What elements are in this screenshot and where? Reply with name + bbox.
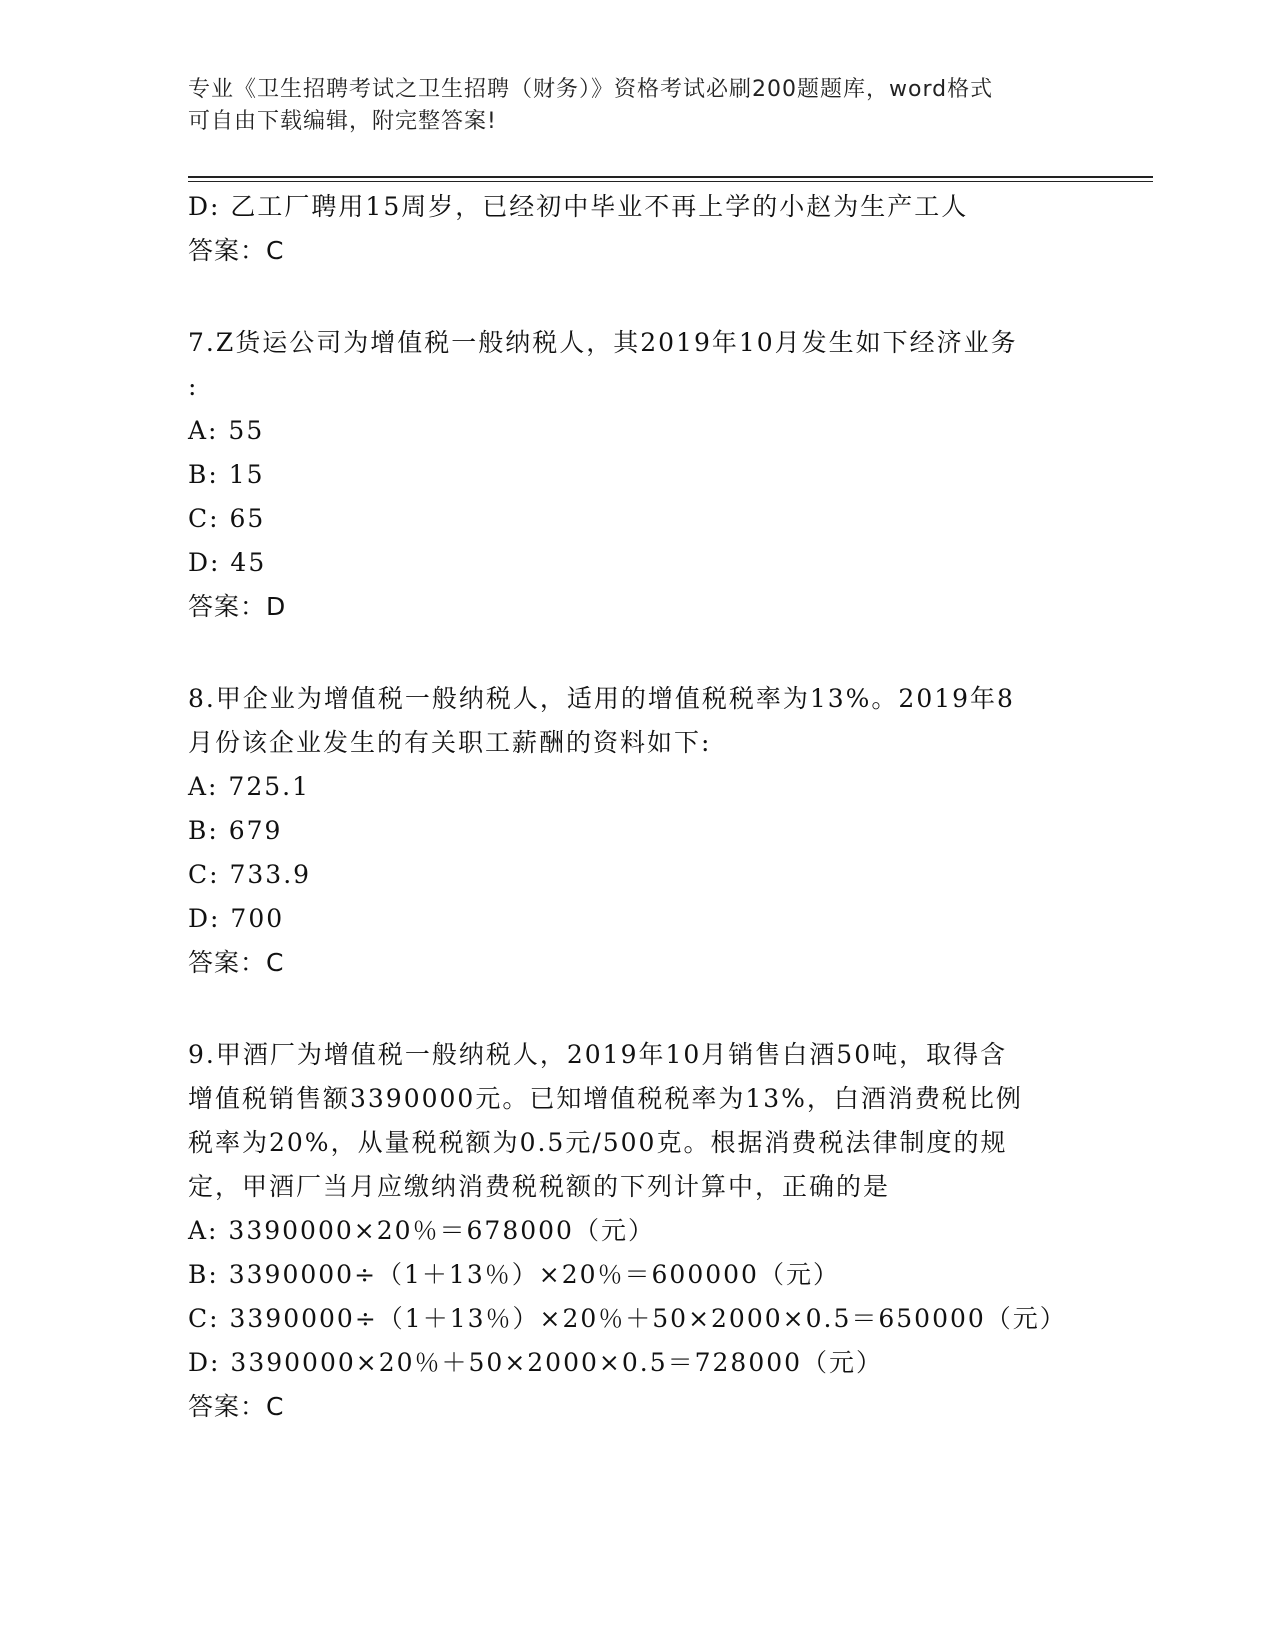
q7-option-a: A: 55 bbox=[188, 416, 265, 445]
q8-stem-line-1: 8.甲企业为增值税一般纳税人，适用的增值税税率为13%。2019年8 bbox=[188, 684, 1015, 713]
q8-stem-line-2: 月份该企业发生的有关职工薪酬的资料如下: bbox=[188, 728, 712, 757]
q7-stem-line-2: : bbox=[188, 372, 199, 401]
q6-option-d: D: 乙工厂聘用15周岁，已经初中毕业不再上学的小赵为生产工人 bbox=[188, 192, 969, 221]
q9-stem-line-4: 定，甲酒厂当月应缴纳消费税税额的下列计算中，正确的是 bbox=[188, 1172, 891, 1201]
q9-option-d: D: 3390000×20％＋50×2000×0.5＝728000（元） bbox=[188, 1348, 884, 1377]
q7-stem-line-1: 7.Z货运公司为增值税一般纳税人，其2019年10月发生如下经济业务 bbox=[188, 328, 1018, 357]
q9-answer: 答案：C bbox=[188, 1392, 285, 1421]
q7-option-c: C: 65 bbox=[188, 504, 266, 533]
header-divider-thick bbox=[188, 176, 1153, 178]
q9-stem-line-3: 税率为20%，从量税税额为0.5元/500克。根据消费税法律制度的规 bbox=[188, 1128, 1008, 1157]
q8-option-c: C: 733.9 bbox=[188, 860, 312, 889]
header-divider-thin bbox=[188, 181, 1153, 182]
header-line-2: 可自由下载编辑，附完整答案! bbox=[188, 109, 497, 134]
document-header bbox=[188, 74, 1088, 138]
q9-stem-line-1: 9.甲酒厂为增值税一般纳税人，2019年10月销售白酒50吨，取得含 bbox=[188, 1040, 1008, 1069]
q8-option-d: D: 700 bbox=[188, 904, 285, 933]
q7-answer: 答案：D bbox=[188, 592, 287, 621]
q8-option-b: B: 679 bbox=[188, 816, 283, 845]
q9-option-a: A: 3390000×20％＝678000（元） bbox=[188, 1216, 655, 1245]
q9-option-b: B: 3390000÷（1＋13％）×20％＝600000（元） bbox=[188, 1260, 840, 1289]
q9-option-c: C: 3390000÷（1＋13％）×20％＋50×2000×0.5＝650000（元） bbox=[188, 1304, 1067, 1333]
q8-answer: 答案：C bbox=[188, 948, 285, 977]
q9-stem-line-2: 增值税销售额3390000元。已知增值税税率为13%，白酒消费税比例 bbox=[188, 1084, 1023, 1113]
q7-option-b: B: 15 bbox=[188, 460, 265, 489]
q6-answer: 答案：C bbox=[188, 236, 285, 265]
header-line-1: 专业《卫生招聘考试之卫生招聘（财务）》资格考试必刷200题题库，word格式 bbox=[188, 77, 994, 102]
q7-option-d: D: 45 bbox=[188, 548, 267, 577]
q8-option-a: A: 725.1 bbox=[188, 772, 310, 801]
